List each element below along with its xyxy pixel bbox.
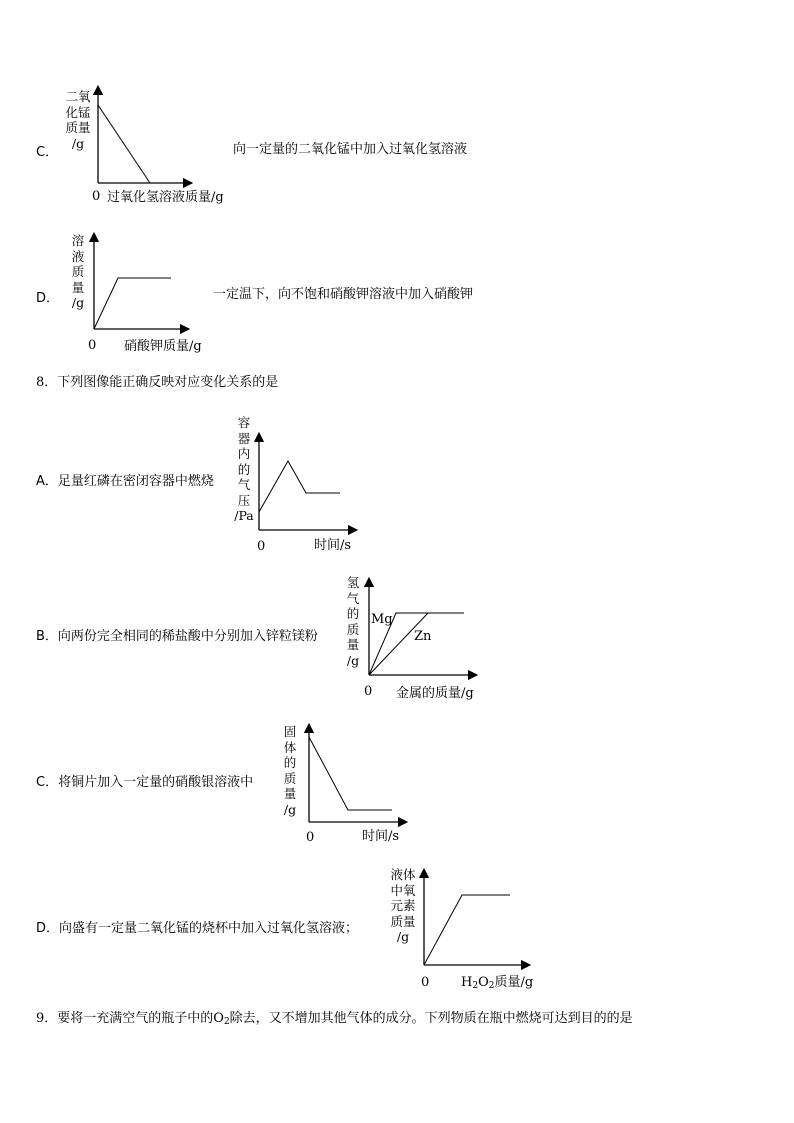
- origin-label: 0: [421, 975, 430, 990]
- y-axis-label: 溶 液 质 量 /g: [71, 233, 85, 310]
- curve: [94, 278, 171, 329]
- y-axis-label: 氢 气 的 质 量 /g: [346, 575, 360, 668]
- y-axis-label: 二氧 化锰 质量 /g: [65, 89, 91, 151]
- series-label-mg: Mg: [371, 612, 393, 627]
- y-axis-label: 容 器 内 的 气 压 /Pa: [234, 415, 254, 523]
- curve: [309, 737, 392, 810]
- origin-label: 0: [92, 189, 101, 204]
- x-axis-label: 时间/s: [362, 829, 400, 844]
- option-label: D．: [36, 291, 60, 306]
- option-statement: B．向两份完全相同的稀盐酸中分别加入锌粒镁粉: [36, 629, 318, 644]
- graph: [85, 232, 195, 337]
- graph: [250, 432, 360, 537]
- y-axis-label: 固 体 的 质 量 /g: [283, 724, 297, 817]
- option-statement: 一定温下，向不饱和硝酸钾溶液中加入硝酸钾: [213, 287, 474, 302]
- option-label: B．: [36, 629, 58, 644]
- graph: [85, 85, 195, 190]
- x-axis-label: 硝酸钾质量/g: [124, 339, 202, 354]
- origin-label: 0: [88, 338, 97, 353]
- origin-label: 0: [257, 539, 266, 554]
- option-label: C．: [36, 145, 59, 160]
- x-axis-label: 过氧化氢溶液质量/g: [107, 190, 224, 205]
- question-9-text: 9．要将一充满空气的瓶子中的$O_2$除去，又不增加其他气体的成分。下列物质在瓶中燃烧可达到目的的是: [36, 1011, 633, 1027]
- curve: [98, 105, 150, 183]
- option-label: A．: [36, 474, 58, 489]
- origin-label: 0: [306, 830, 315, 845]
- option-label: D．: [36, 921, 60, 936]
- option-statement: C．将铜片加入一定量的硝酸银溶液中: [36, 775, 254, 790]
- curve: [259, 461, 340, 512]
- option-statement: 向一定量的二氧化锰中加入过氧化氢溶液: [233, 142, 468, 157]
- graph: [300, 723, 410, 828]
- option-statement: A．足量红磷在密闭容器中燃烧: [36, 474, 214, 489]
- curve: [424, 895, 510, 965]
- x-axis-label: 时间/s: [314, 538, 352, 553]
- graph: [415, 868, 535, 973]
- y-axis-label: 液体 中氧 元素 质量 /g: [390, 867, 416, 944]
- series-label-zn: Zn: [414, 629, 432, 644]
- x-axis-label: 金属的质量/g: [396, 686, 474, 701]
- origin-label: 0: [364, 684, 373, 699]
- question-8-text: 8．下列图像能正确反映对应变化关系的是: [36, 375, 279, 390]
- option-label: C．: [36, 775, 59, 790]
- option-statement: D．向盛有一定量二氧化锰的烧杯中加入过氧化氢溶液；: [36, 921, 359, 936]
- x-axis-label: $H_2O_2$质量/g: [461, 975, 534, 991]
